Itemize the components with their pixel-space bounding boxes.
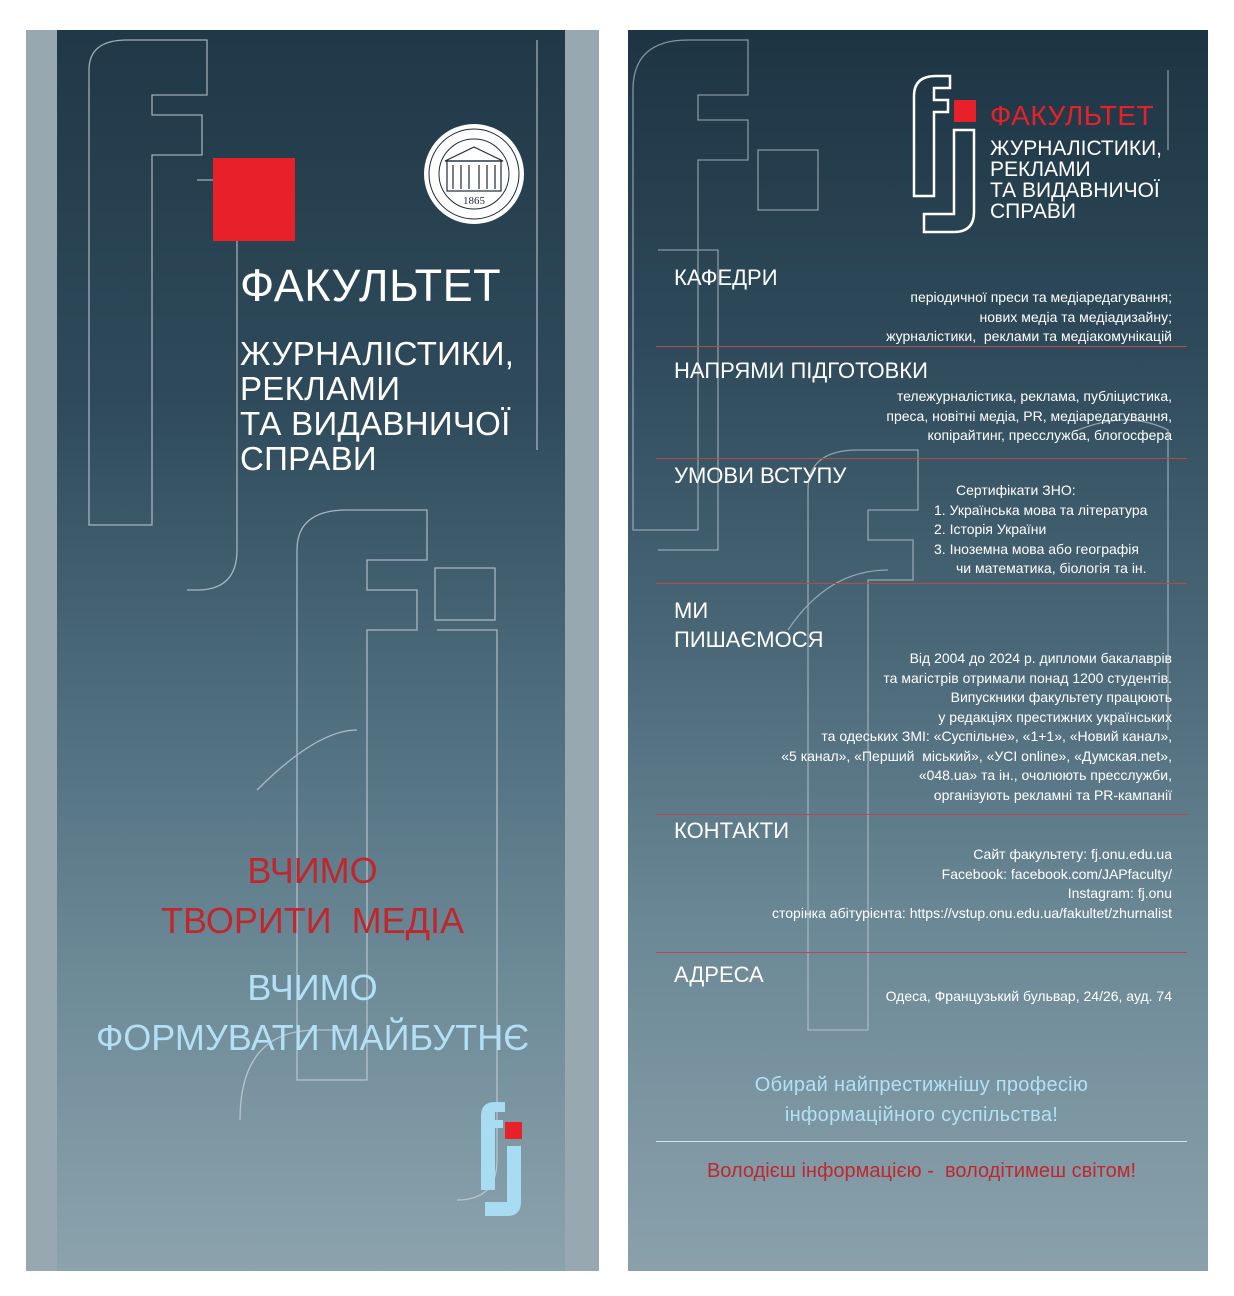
subtitle-line: РЕКЛАМИ <box>990 158 1091 181</box>
subtitle-line: РЕКЛАМИ <box>240 370 401 407</box>
heading-line: ПИШАЄМОСЯ <box>674 627 824 652</box>
section-divider <box>656 814 1187 815</box>
section-body-address <box>886 987 1172 1007</box>
section-heading-address: АДРЕСА <box>674 962 764 987</box>
section-line: 3. Іноземна мова або географія <box>934 540 1140 557</box>
section-heading-contacts: КОНТАКТИ <box>674 818 790 843</box>
section-line: Від 2004 до 2024 р. дипломи бакалаврів <box>909 650 1172 666</box>
section-line: преса, новітні медіа, PR, медіаредагування, <box>886 407 1172 424</box>
section-heading-departments: КАФЕДРИ <box>674 265 778 290</box>
section-line: у редакціях престижних українських <box>938 708 1172 725</box>
facebook-link[interactable]: Facebook: facebook.com/JAPfaculty/ <box>941 865 1172 882</box>
section-line: «048.ua» та ін., очолюють пресслужби, <box>918 767 1172 783</box>
closing-motto-red: Володієш інформацією - володітимеш світом! <box>706 1160 1137 1182</box>
faculty-title: ФАКУЛЬТЕТ <box>240 260 502 311</box>
applicant-page-link[interactable]: сторінка абітурієнта: https://vstup.onu.edu.ua/fakultet/zhurnalist <box>772 904 1172 921</box>
fj-logo-icon <box>906 70 986 240</box>
motto-line: інформаційного суспільства! <box>784 1104 1059 1126</box>
section-body-directions <box>886 387 1172 446</box>
section-line: та одеських ЗМІ: «Суспільне», «1+1», «Новий канал», <box>821 728 1172 744</box>
section-line: Одеса, Французький бульвар, 24/26, ауд. 74 <box>885 988 1172 1004</box>
section-body-pride <box>781 649 1172 805</box>
section-line: нових медіа та медіадизайну; <box>979 308 1172 325</box>
section-heading-directions: НАПРЯМИ ПІДГОТОВКИ <box>674 358 928 383</box>
subtitle-line: ЖУРНАЛІСТИКИ, <box>990 137 1162 160</box>
closing-motto-blue <box>656 1070 1187 1130</box>
subtitle-line: ЖУРНАЛІСТИКИ, <box>240 335 515 372</box>
section-heading-pride <box>674 596 824 654</box>
section-line: організують рекламні та PR-кампанії <box>933 786 1172 803</box>
university-seal-logo <box>421 121 527 227</box>
fj-logo-icon <box>471 1098 531 1223</box>
section-divider <box>656 458 1187 459</box>
section-heading-admission: УМОВИ ВСТУПУ <box>674 463 847 488</box>
website-link[interactable]: Сайт факультету: fj.onu.edu.ua <box>973 846 1172 862</box>
subtitle-line: СПРАВИ <box>990 200 1076 223</box>
closing-divider <box>656 1141 1187 1142</box>
faculty-subtitle <box>990 138 1162 222</box>
section-divider <box>656 952 1187 953</box>
section-line: чи математика, біологія та ін. <box>956 560 1147 576</box>
subtitle-line: ТА ВИДАВНИЧОЇ <box>990 179 1160 202</box>
left-panel <box>26 30 599 1271</box>
section-line: тележурналістика, реклама, публіцистика, <box>896 388 1172 404</box>
slogan-blue-line: ФОРМУВАТИ МАЙБУТНЄ <box>95 1017 530 1058</box>
faculty-subtitle <box>240 336 514 476</box>
faculty-title: ФАКУЛЬТЕТ <box>990 100 1155 131</box>
subtitle-line: ТА ВИДАВНИЧОЇ <box>240 405 511 442</box>
section-line: Сертифікати ЗНО: <box>956 482 1076 498</box>
section-line: 1. Українська мова та література <box>934 501 1148 518</box>
section-line: 2. Історія України <box>934 521 1047 537</box>
section-line: періодичної преси та медіаредагування; <box>910 289 1172 305</box>
seal-year: 1865 <box>463 195 485 207</box>
section-line: Випускники факультету працюють <box>950 689 1172 705</box>
section-body-departments <box>886 288 1172 347</box>
slogan-red-line: ВЧИМО <box>247 850 378 891</box>
section-line: та магістрів отримали понад 1200 студентів. <box>883 669 1172 686</box>
red-square-accent <box>213 158 295 241</box>
heading-line: МИ <box>674 598 709 623</box>
section-divider <box>656 346 1187 347</box>
section-divider <box>656 583 1187 584</box>
slogan-red-line: ТВОРИТИ МЕДІА <box>161 900 464 941</box>
section-line: «5 канал», «Перший міський», «УСІ online», «Думская.net», <box>781 747 1172 764</box>
right-panel <box>628 30 1208 1271</box>
motto-line: Обирай найпрестижнішу професію <box>754 1074 1089 1096</box>
subtitle-line: СПРАВИ <box>240 440 377 477</box>
slogan-blue-line: ВЧИМО <box>247 967 378 1008</box>
section-line: журналістики, реклами та медіакомунікацій <box>886 328 1172 344</box>
section-line: копірайтинг, пресслужба, блогосфера <box>927 427 1172 443</box>
section-body-admission <box>934 481 1147 579</box>
instagram-link[interactable]: Instagram: fj.onu <box>1067 885 1172 901</box>
section-body-contacts <box>772 845 1172 923</box>
